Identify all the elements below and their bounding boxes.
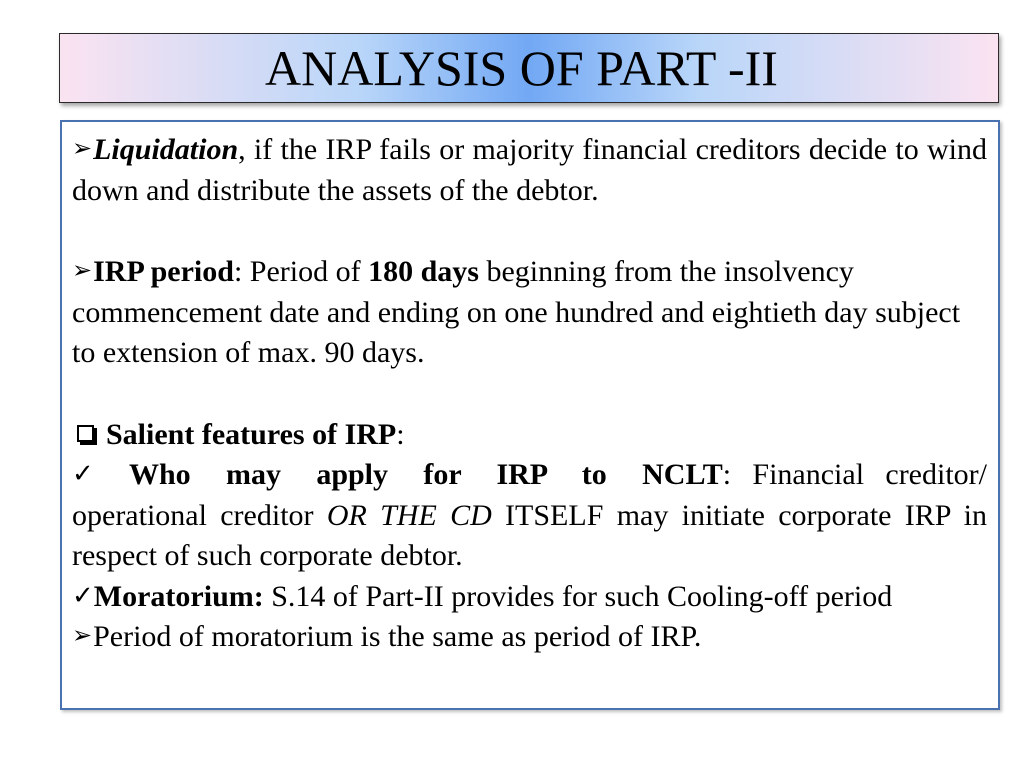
arrow-bullet-icon: ➢ [72, 134, 93, 162]
page-title: ANALYSIS OF PART -II [265, 40, 778, 96]
list-item-irp-period [72, 252, 987, 374]
title-banner [59, 33, 999, 103]
term-liquidation: Liquidation [93, 133, 239, 166]
arrow-bullet-icon: ➢ [72, 621, 93, 649]
text-irp-period-a: : Period of [233, 255, 369, 288]
term-moratorium: Moratorium: [93, 579, 264, 613]
checkmark-bullet-icon: ✓ [72, 459, 108, 489]
text-irp-period-b: beginning from the insolvency commencement date and ending on one hundred and eightieth day subject to extension of max. 90 days. [72, 255, 961, 369]
list-item-salient-features [72, 415, 987, 456]
list-item-liquidation [72, 130, 987, 211]
text-liquidation: , if the IRP fails or majority financial creditors decide to wind down and distribute the assets of the debtor. [72, 133, 987, 207]
term-salient-features: Salient features of IRP [106, 417, 397, 451]
text-moratorium-period: Period of moratorium is the same as period of IRP. [93, 620, 702, 653]
box-bullet-icon [77, 425, 94, 442]
spacer [72, 374, 987, 415]
checkmark-bullet-icon: ✓ [72, 580, 94, 611]
content-box [60, 120, 1000, 710]
text-salient-features: : [396, 417, 405, 451]
spacer [72, 211, 987, 252]
term-who-may-apply: Who may apply for IRP to NCLT [128, 458, 723, 491]
text-who-may-apply-a: : Financial creditor/ operational creditor [72, 458, 987, 532]
bold-180-days: 180 days [368, 255, 479, 288]
italic-or-the-cd: OR THE CD [326, 498, 492, 532]
text-moratorium: S.14 of Part-II provides for such Cooling-off period [263, 579, 893, 613]
arrow-bullet-icon: ➢ [72, 256, 93, 284]
list-item-who-may-apply [72, 455, 987, 577]
list-item-moratorium-period [72, 617, 987, 658]
text-who-may-apply-b: ITSELF may initiate corporate IRP in respect of such corporate debtor. [72, 498, 987, 572]
term-irp-period: IRP period [93, 255, 234, 288]
list-item-moratorium [72, 577, 987, 618]
